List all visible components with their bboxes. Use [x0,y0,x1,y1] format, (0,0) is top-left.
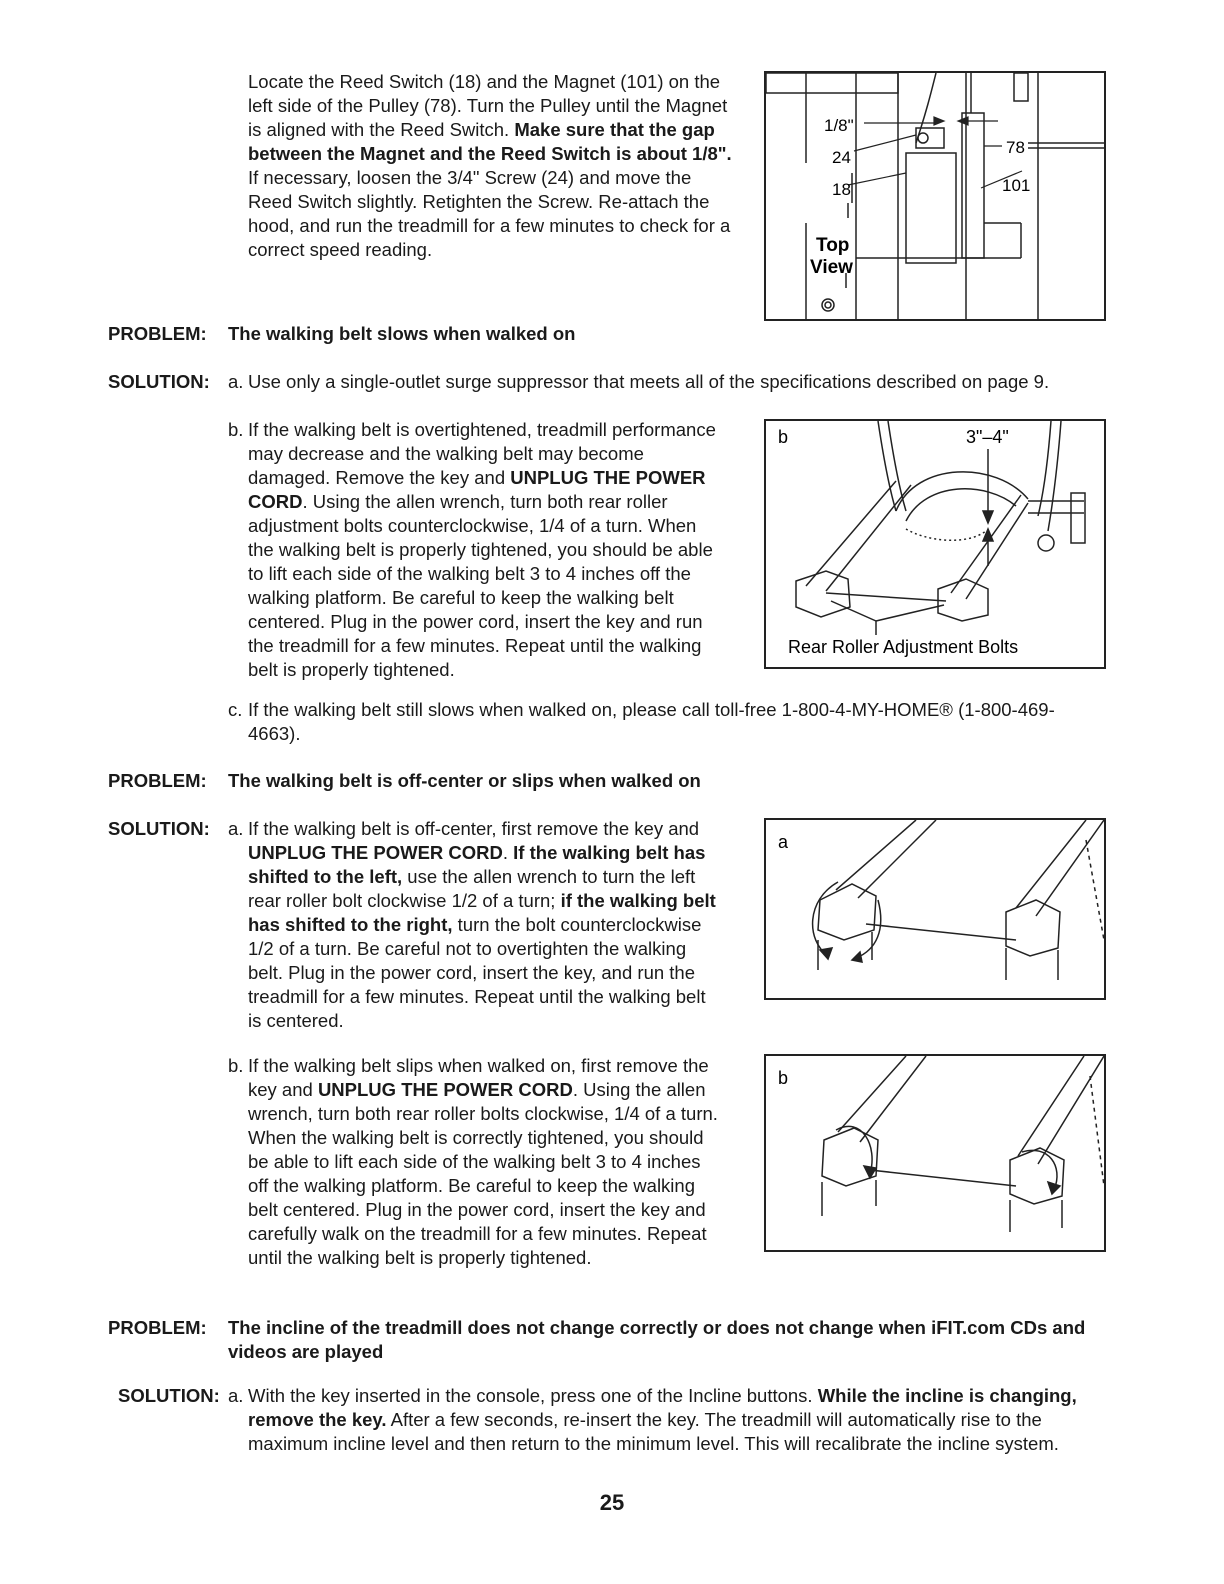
problem1-a-text: Use only a single-outlet surge suppressor that meets all of the specifications described on page 9. [248,371,1050,392]
belt-slips-drawing [766,1056,1106,1252]
problem2-a-text-4: turn the bolt counterclockwise 1/2 of a turn. Be careful not to overtighten the walking belt. Plug in the power cord, insert the key, and run the treadmill for a few minutes. Repeat until the walking belt is centered. [248,914,706,1031]
problem2-b-text-2: . Using the allen wrench, turn both rear roller bolts clockwise, 1/4 of a turn. When the walking belt is correctly tightened, you should be able to lift each side of the walking belt 3 to 4 inches off the walking platform. Be careful to keep the walking belt centered. Plug in the power cord, insert the key and carefully walk on the treadmill for a few minutes. Repeat until the walking belt is properly tightened. [248,1079,718,1268]
intro-text-1: Locate the Reed Switch (18) and the Magnet (101) on the left side of the Pulley (78). Turn the Pulley until the Magnet is aligned with the Reed Switch. [248,71,728,140]
problem2-a-paragraph [248,817,720,1033]
problem3-a-bold: While the incline is changing, remove the key. [248,1385,1077,1430]
fig-b1-letter: b [778,427,789,447]
off-center-figure [764,818,1106,1000]
problem1-b-text-1: If the walking belt is overtightened, treadmill performance may decrease and the walking belt may become damaged. Remove the key and [248,419,716,488]
problem3-text: The incline of the treadmill does not change correctly or does not change when iFIT.com CDs and videos are played [228,1317,1086,1362]
problem1-text: The walking belt slows when walked on [228,323,576,344]
problem1-a-letter: a. [228,371,244,392]
measure-label: 3"–4" [966,427,1009,447]
belt-slips-figure [764,1054,1106,1252]
rear-roller-caption: Rear Roller Adjustment Bolts [788,637,1019,657]
part-78-label: 78 [1006,138,1025,157]
intro-text-2: If necessary, loosen the 3/4" Screw (24) and move the Reed Switch slightly. Retighten the Screw. Re-attach the hood, and run the treadmill for a few minutes to check for a correct speed reading. [248,167,731,260]
problem2-a-bold-3: if the walking belt has shifted to the right, [248,890,716,935]
intro-bold: Make sure that the gap between the Magnet and the Reed Switch is about 1/8". [248,119,732,164]
problem2-b-letter: b. [228,1055,244,1076]
problem3-a-text-1: With the key inserted in the console, press one of the Incline buttons. [248,1385,818,1406]
problem1-c-letter: c. [228,699,243,720]
problem2-a-letter: a. [228,818,244,839]
problem1-b-text-2: . Using the allen wrench, turn both rear roller adjustment bolts counterclockwise, 1/4 of a turn. When the walking belt is properly tightened, you should be able to lift each side of the walking belt 3 to 4 inches off the walking platform. Be careful to keep the walking belt centered. Plug in the power cord, insert the key and run the treadmill for a few minutes. Repeat until the walking belt is properly tightened. [248,491,713,680]
problem2-b-paragraph [248,1054,720,1270]
rear-roller-drawing [766,421,1106,669]
fig-b2-letter: b [778,1068,789,1088]
problem2-solution-label: SOLUTION: [108,818,210,839]
problem2-label: PROBLEM: [108,770,207,791]
view-label-view: View [810,257,853,278]
problem3-a-paragraph [248,1384,1098,1456]
problem2-b-text-1: If the walking belt slips when walked on, first remove the key and [248,1055,709,1100]
problem3-a-text-2: After a few seconds, re-insert the key. The treadmill will automatically rise to the maximum incline level and then return to the minimum level. This will recalibrate the incline system. [248,1409,1059,1454]
top-view-drawing [766,73,1106,321]
problem2-a-bold-1: UNPLUG THE POWER CORD [248,842,503,863]
problem3-solution-label: SOLUTION: [118,1385,220,1406]
problem1-label: PROBLEM: [108,323,207,344]
top-view-figure [764,71,1106,321]
page-number: 25 [599,1490,625,1515]
problem2-b-bold: UNPLUG THE POWER CORD [317,1079,573,1100]
fig-a2-letter: a [778,832,789,852]
part-101-label: 101 [1002,176,1031,195]
problem1-c-text: If the walking belt still slows when walked on, please call toll-free 1-800-4-MY-HOME® (1-800-469-4663). [248,699,1055,744]
intro-paragraph [248,70,738,262]
problem2-a-bold-2: If the walking belt has shifted to the left, [248,842,706,887]
problem1-b-letter: b. [228,419,244,440]
gap-label: 1/8" [824,116,854,135]
problem1-b-paragraph [248,418,726,682]
problem2-a-text-2: . [502,842,514,863]
problem1-solution-label: SOLUTION: [108,371,210,392]
part-24-label: 24 [832,148,851,167]
problem1-b-bold: UNPLUG THE POWER CORD [248,467,706,512]
problem3-label: PROBLEM: [108,1317,207,1338]
problem3-a-letter: a. [228,1385,244,1406]
rear-roller-figure [764,419,1106,669]
problem2-a-text-1: If the walking belt is off-center, first remove the key and [248,818,700,839]
view-label-top: Top [816,235,850,256]
off-center-drawing [766,820,1106,1000]
part-18-label: 18 [832,180,851,199]
problem2-text: The walking belt is off-center or slips when walked on [228,770,701,791]
problem2-a-text-3: use the allen wrench to turn the left rear roller bolt clockwise 1/2 of a turn; [248,866,696,911]
